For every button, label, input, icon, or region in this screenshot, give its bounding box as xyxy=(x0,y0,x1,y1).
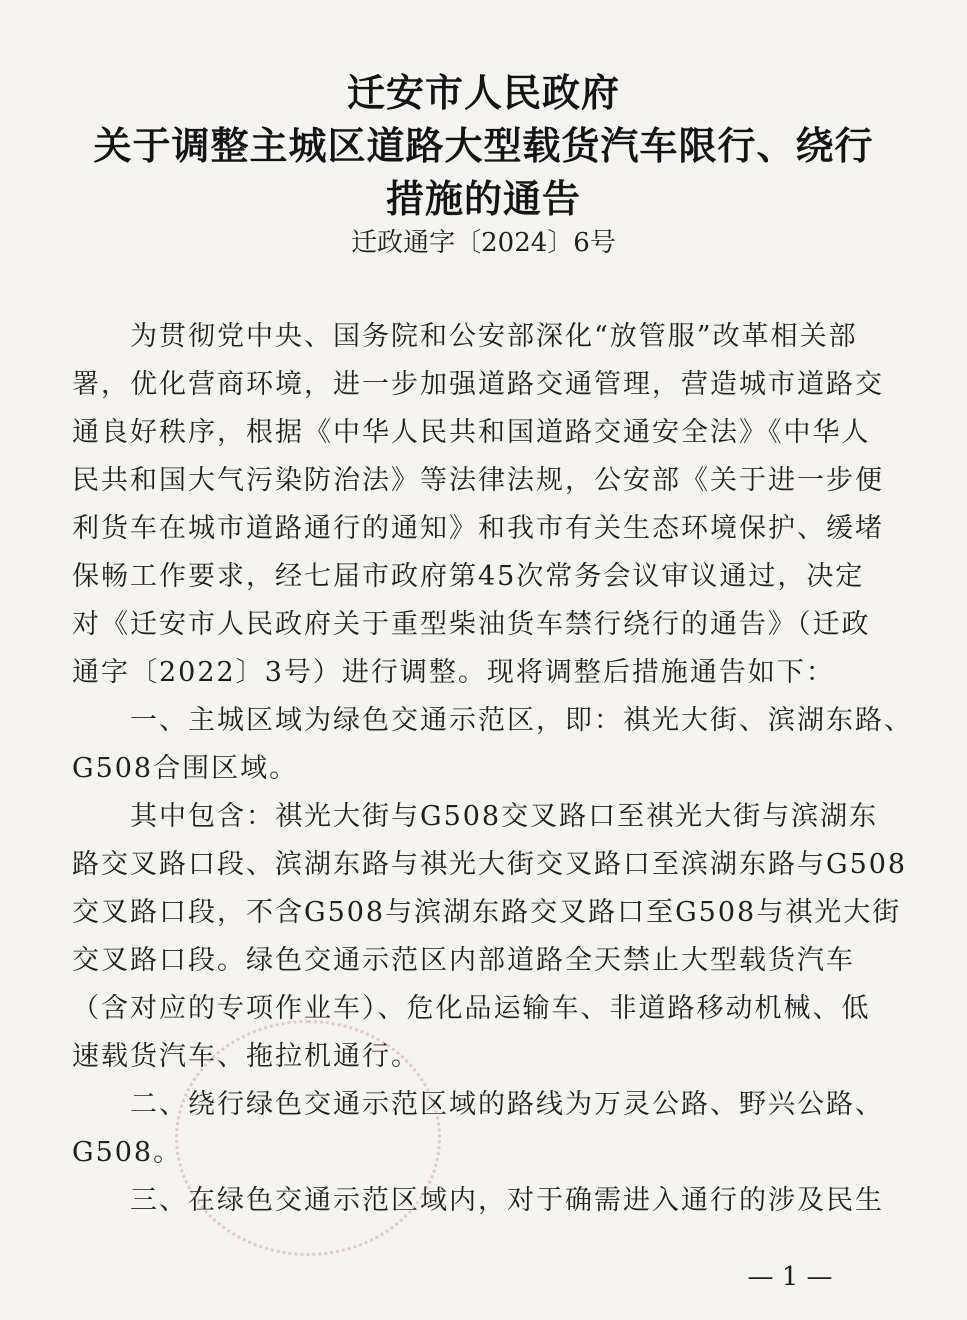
body-line: 利货车在城市道路通行的通知》和我市有关生态环境保护、缓堵 xyxy=(72,513,884,544)
body-line: G508。 xyxy=(72,1137,183,1168)
body-line: G508合围区域。 xyxy=(72,753,299,784)
body-line: 其中包含：祺光大街与G508交叉路口至祺光大街与滨湖东 xyxy=(130,801,879,832)
body-line: 通字〔2022〕3号）进行调整。现将调整后措施通告如下： xyxy=(72,657,835,688)
body-line: 三、在绿色交通示范区域内，对于确需进入通行的涉及民生 xyxy=(130,1185,884,1216)
body-line: （含对应的专项作业车）、危化品运输车、非道路移动机械、低 xyxy=(72,993,871,1024)
body-line: 路交叉路口段、滨湖东路与祺光大街交叉路口至滨湖东路与G508 xyxy=(72,849,908,880)
title-line-3: 措施的通告 xyxy=(385,176,581,221)
body-line: 通良好秩序，根据《中华人民共和国道路交通安全法》《中华人 xyxy=(72,417,871,448)
document-number: 迁政通字〔2024〕6号 xyxy=(351,228,616,258)
body-line: 交叉路口段，不含G508与滨湖东路交叉路口至G508与祺光大街 xyxy=(72,897,902,928)
body-line: 民共和国大气污染防治法》等法律法规，公安部《关于进一步便 xyxy=(72,465,884,496)
body-line: 保畅工作要求，经七届市政府第45次常务会议审议通过，决定 xyxy=(72,561,865,592)
body-line: 署，优化营商环境，进一步加强道路交通管理，营造城市道路交 xyxy=(72,369,884,400)
title-line-1: 迁安市人民政府 xyxy=(346,70,620,115)
title-line-2: 关于调整主城区道路大型载货汽车限行、绕行 xyxy=(93,123,874,168)
body-line: 交叉路口段。绿色交通示范区内部道路全天禁止大型载货汽车 xyxy=(72,945,855,976)
body-line: 一、主城区域为绿色交通示范区，即：祺光大街、滨湖东路、 xyxy=(130,705,913,736)
page-number: — 1 — xyxy=(747,1262,833,1292)
body-line: 为贯彻党中央、国务院和公安部深化“放管服”改革相关部 xyxy=(130,321,858,352)
body-line: 速载货汽车、拖拉机通行。 xyxy=(72,1041,420,1072)
body-line: 二、绕行绿色交通示范区域的路线为万灵公路、野兴公路、 xyxy=(130,1089,884,1120)
body-line: 对《迁安市人民政府关于重型柴油货车禁行绕行的通告》（迁政 xyxy=(72,609,871,640)
